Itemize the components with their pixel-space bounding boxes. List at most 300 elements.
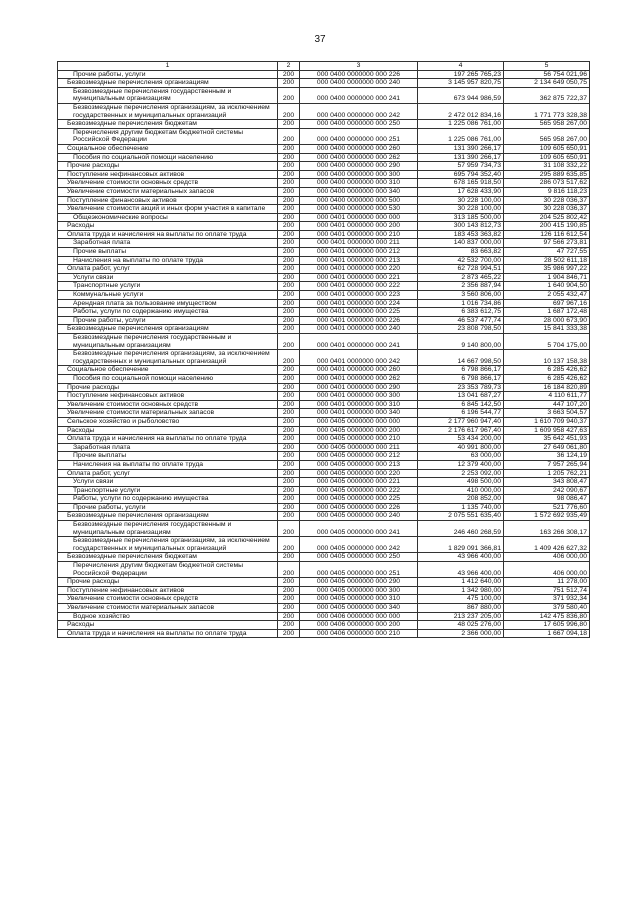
row-description: Прочие работы, услуги [58, 316, 278, 325]
row-line-code: 200 [278, 383, 300, 392]
row-approved-amount: 213 237 205,00 [418, 612, 504, 621]
row-description: Увеличение стоимости основных средств [58, 595, 278, 604]
row-line-code: 200 [278, 512, 300, 521]
row-executed-amount: 2 134 649 050,75 [504, 79, 590, 88]
row-line-code: 200 [278, 196, 300, 205]
row-description: Прочие работы, услуги [58, 70, 278, 79]
row-classification-code: 000 0400 0000000 000 242 [300, 103, 418, 119]
table-row [58, 400, 590, 409]
row-executed-amount: 97 566 273,81 [504, 239, 590, 248]
row-executed-amount: 36 124,19 [504, 452, 590, 461]
row-line-code: 200 [278, 495, 300, 504]
row-approved-amount: 63 000,00 [418, 452, 504, 461]
table-row [58, 162, 590, 171]
row-executed-amount: 406 000,00 [504, 553, 590, 562]
row-classification-code: 000 0406 0000000 000 210 [300, 629, 418, 638]
row-line-code: 200 [278, 144, 300, 153]
row-description: Общеэкономические вопросы [58, 213, 278, 222]
row-approved-amount: 131 390 266,17 [418, 153, 504, 162]
row-executed-amount: 6 285 426,62 [504, 366, 590, 375]
row-executed-amount: 242 090,67 [504, 486, 590, 495]
table-header-row [58, 62, 590, 71]
row-executed-amount: 343 808,47 [504, 478, 590, 487]
row-line-code: 200 [278, 350, 300, 366]
row-description: Безвозмездные перечисления организациям [58, 512, 278, 521]
header-col-1: 1 [58, 62, 278, 71]
table-row [58, 179, 590, 188]
row-executed-amount: 1 640 904,50 [504, 282, 590, 291]
row-classification-code: 000 0401 0000000 000 222 [300, 282, 418, 291]
row-executed-amount: 35 642 451,93 [504, 435, 590, 444]
table-row [58, 291, 590, 300]
row-executed-amount: 5 704 175,00 [504, 334, 590, 350]
row-description: Оплата труда и начисления на выплаты по оплате труда [58, 435, 278, 444]
row-line-code: 200 [278, 308, 300, 317]
row-approved-amount: 83 663,82 [418, 248, 504, 257]
row-classification-code: 000 0405 0000000 000 241 [300, 521, 418, 537]
row-line-code: 200 [278, 128, 300, 144]
row-description: Безвозмездные перечисления бюджетам [58, 120, 278, 129]
table-row [58, 595, 590, 604]
table-row [58, 273, 590, 282]
row-line-code: 200 [278, 612, 300, 621]
row-description: Поступление финансовых активов [58, 196, 278, 205]
row-description: Пособия по социальной помощи населению [58, 153, 278, 162]
row-classification-code: 000 0400 0000000 000 530 [300, 205, 418, 214]
table-row [58, 586, 590, 595]
table-row [58, 308, 590, 317]
row-classification-code: 000 0405 0000000 000 210 [300, 435, 418, 444]
row-classification-code: 000 0401 0000000 000 221 [300, 273, 418, 282]
row-executed-amount: 142 475 836,80 [504, 612, 590, 621]
table-row [58, 79, 590, 88]
row-classification-code: 000 0400 0000000 000 250 [300, 120, 418, 129]
row-approved-amount: 6 798 866,17 [418, 374, 504, 383]
row-classification-code: 000 0401 0000000 000 223 [300, 291, 418, 300]
table-row [58, 316, 590, 325]
row-description: Прочие расходы [58, 383, 278, 392]
table-row [58, 213, 590, 222]
header-col-2: 2 [278, 62, 300, 71]
row-classification-code: 000 0405 0000000 000 340 [300, 604, 418, 613]
row-approved-amount: 17 628 433,90 [418, 187, 504, 196]
row-classification-code: 000 0405 0000000 000 213 [300, 460, 418, 469]
table-row [58, 435, 590, 444]
row-classification-code: 000 0401 0000000 000 211 [300, 239, 418, 248]
row-approved-amount: 9 140 800,00 [418, 334, 504, 350]
row-executed-amount: 3 663 504,57 [504, 409, 590, 418]
row-classification-code: 000 0405 0000000 000 221 [300, 478, 418, 487]
row-description: Расходы [58, 426, 278, 435]
row-description: Социальное обеспечение [58, 144, 278, 153]
row-classification-code: 000 0401 0000000 000 210 [300, 230, 418, 239]
table-row [58, 128, 590, 144]
row-executed-amount: 1 610 709 940,37 [504, 417, 590, 426]
row-classification-code: 000 0400 0000000 000 290 [300, 162, 418, 171]
row-line-code: 200 [278, 426, 300, 435]
row-approved-amount: 1 412 640,00 [418, 578, 504, 587]
row-executed-amount: 1 687 172,48 [504, 308, 590, 317]
row-approved-amount: 1 225 086 761,00 [418, 120, 504, 129]
row-line-code: 200 [278, 170, 300, 179]
row-approved-amount: 6 845 142,50 [418, 400, 504, 409]
row-classification-code: 000 0401 0000000 000 213 [300, 256, 418, 265]
row-line-code: 200 [278, 629, 300, 638]
table-row [58, 366, 590, 375]
row-line-code: 200 [278, 162, 300, 171]
row-approved-amount: 3 145 957 820,75 [418, 79, 504, 88]
table-row [58, 248, 590, 257]
row-line-code: 200 [278, 87, 300, 103]
row-executed-amount: 521 776,60 [504, 503, 590, 512]
row-description: Безвозмездные перечисления государственным и муниципальным организациям [58, 334, 278, 350]
row-line-code: 200 [278, 273, 300, 282]
row-line-code: 200 [278, 239, 300, 248]
row-description: Прочие выплаты [58, 248, 278, 257]
row-classification-code: 000 0400 0000000 000 260 [300, 144, 418, 153]
row-description: Прочие выплаты [58, 452, 278, 461]
row-classification-code: 000 0400 0000000 000 300 [300, 170, 418, 179]
row-line-code: 200 [278, 120, 300, 129]
table-row [58, 478, 590, 487]
row-description: Начисления на выплаты по оплате труда [58, 256, 278, 265]
row-approved-amount: 6 383 612,75 [418, 308, 504, 317]
row-description: Поступление нефинансовых активов [58, 170, 278, 179]
row-executed-amount: 6 285 426,62 [504, 374, 590, 383]
row-classification-code: 000 0405 0000000 000 222 [300, 486, 418, 495]
row-line-code: 200 [278, 230, 300, 239]
row-description: Безвозмездные перечисления государственным и муниципальным организациям [58, 87, 278, 103]
row-line-code: 200 [278, 392, 300, 401]
row-description: Водное хозяйство [58, 612, 278, 621]
row-classification-code: 000 0401 0000000 000 225 [300, 308, 418, 317]
row-approved-amount: 40 991 800,00 [418, 443, 504, 452]
row-description: Расходы [58, 621, 278, 630]
row-executed-amount: 30 228 036,37 [504, 196, 590, 205]
table-row [58, 187, 590, 196]
row-line-code: 200 [278, 334, 300, 350]
row-line-code: 200 [278, 248, 300, 257]
row-classification-code: 000 0405 0000000 000 240 [300, 512, 418, 521]
row-line-code: 200 [278, 291, 300, 300]
row-approved-amount: 183 453 363,82 [418, 230, 504, 239]
row-executed-amount: 10 137 158,38 [504, 350, 590, 366]
table-row [58, 256, 590, 265]
row-description: Транспортные услуги [58, 282, 278, 291]
row-description: Транспортные услуги [58, 486, 278, 495]
row-executed-amount: 4 110 611,77 [504, 392, 590, 401]
row-line-code: 200 [278, 187, 300, 196]
row-approved-amount: 2 873 465,22 [418, 273, 504, 282]
table-row [58, 383, 590, 392]
row-approved-amount: 1 829 091 366,81 [418, 537, 504, 553]
table-row [58, 521, 590, 537]
table-row [58, 604, 590, 613]
page-number: 37 [314, 34, 326, 45]
row-description: Увеличение стоимости материальных запасов [58, 409, 278, 418]
row-description: Перечисления другим бюджетам бюджетной системы Российской Федерации [58, 128, 278, 144]
row-line-code: 200 [278, 153, 300, 162]
table-row [58, 350, 590, 366]
row-classification-code: 000 0400 0000000 000 240 [300, 79, 418, 88]
row-description: Безвозмездные перечисления организациям [58, 325, 278, 334]
row-approved-amount: 475 100,00 [418, 595, 504, 604]
row-executed-amount: 1 572 692 935,49 [504, 512, 590, 521]
row-classification-code: 000 0400 0000000 000 241 [300, 87, 418, 103]
row-line-code: 200 [278, 478, 300, 487]
row-executed-amount: 204 525 802,42 [504, 213, 590, 222]
row-approved-amount: 46 537 477,74 [418, 316, 504, 325]
table-row [58, 120, 590, 129]
row-approved-amount: 1 135 740,00 [418, 503, 504, 512]
row-line-code: 200 [278, 417, 300, 426]
row-classification-code: 000 0405 0000000 000 212 [300, 452, 418, 461]
row-executed-amount: 163 266 308,17 [504, 521, 590, 537]
row-executed-amount: 47 727,55 [504, 248, 590, 257]
row-approved-amount: 1 342 980,00 [418, 586, 504, 595]
row-description: Социальное обеспечение [58, 366, 278, 375]
row-classification-code: 000 0401 0000000 000 340 [300, 409, 418, 418]
row-description: Оплата работ, услуг [58, 469, 278, 478]
table-row [58, 562, 590, 578]
row-approved-amount: 313 185 500,00 [418, 213, 504, 222]
row-line-code: 200 [278, 586, 300, 595]
row-description: Увеличение стоимости материальных запасов [58, 187, 278, 196]
table-row [58, 299, 590, 308]
row-approved-amount: 140 837 000,00 [418, 239, 504, 248]
row-classification-code: 000 0400 0000000 000 500 [300, 196, 418, 205]
row-line-code: 200 [278, 486, 300, 495]
table-row [58, 196, 590, 205]
row-description: Оплата работ, услуг [58, 265, 278, 274]
header-col-3: 3 [300, 62, 418, 71]
table-row [58, 512, 590, 521]
row-executed-amount: 16 184 820,89 [504, 383, 590, 392]
row-approved-amount: 2 176 617 967,40 [418, 426, 504, 435]
row-approved-amount: 867 880,00 [418, 604, 504, 613]
row-classification-code: 000 0401 0000000 000 224 [300, 299, 418, 308]
row-line-code: 200 [278, 553, 300, 562]
row-line-code: 200 [278, 435, 300, 444]
table-row [58, 612, 590, 621]
row-approved-amount: 208 852,00 [418, 495, 504, 504]
row-classification-code: 000 0405 0000000 000 200 [300, 426, 418, 435]
row-description: Начисления на выплаты по оплате труда [58, 460, 278, 469]
row-executed-amount: 28 502 611,18 [504, 256, 590, 265]
row-approved-amount: 2 356 887,94 [418, 282, 504, 291]
row-description: Увеличение стоимости основных средств [58, 400, 278, 409]
row-description: Увеличение стоимости материальных запасов [58, 604, 278, 613]
row-classification-code: 000 0405 0000000 000 225 [300, 495, 418, 504]
row-description: Поступление нефинансовых активов [58, 392, 278, 401]
row-description: Перечисления другим бюджетам бюджетной системы Российской Федерации [58, 562, 278, 578]
row-classification-code: 000 0405 0000000 000 226 [300, 503, 418, 512]
row-executed-amount: 27 649 061,80 [504, 443, 590, 452]
row-approved-amount: 43 966 400,00 [418, 562, 504, 578]
row-line-code: 200 [278, 222, 300, 231]
row-classification-code: 000 0401 0000000 000 226 [300, 316, 418, 325]
row-executed-amount: 565 958 267,00 [504, 128, 590, 144]
row-executed-amount: 109 605 650,91 [504, 144, 590, 153]
row-line-code: 200 [278, 70, 300, 79]
row-approved-amount: 2 075 551 635,40 [418, 512, 504, 521]
row-line-code: 200 [278, 265, 300, 274]
row-approved-amount: 53 434 200,00 [418, 435, 504, 444]
row-description: Прочие работы, услуги [58, 503, 278, 512]
table-row [58, 629, 590, 638]
row-classification-code: 000 0401 0000000 000 262 [300, 374, 418, 383]
row-line-code: 200 [278, 595, 300, 604]
row-approved-amount: 1 016 734,86 [418, 299, 504, 308]
row-classification-code: 000 0406 0000000 000 000 [300, 612, 418, 621]
row-description: Услуги связи [58, 478, 278, 487]
header-col-4: 4 [418, 62, 504, 71]
row-description: Увеличение стоимости основных средств [58, 179, 278, 188]
row-line-code: 200 [278, 213, 300, 222]
row-approved-amount: 43 966 400,00 [418, 553, 504, 562]
row-approved-amount: 2 472 012 834,16 [418, 103, 504, 119]
row-classification-code: 000 0401 0000000 000 240 [300, 325, 418, 334]
table-row [58, 495, 590, 504]
row-line-code: 200 [278, 621, 300, 630]
row-line-code: 200 [278, 452, 300, 461]
table-row [58, 426, 590, 435]
table-row [58, 170, 590, 179]
row-line-code: 200 [278, 299, 300, 308]
row-classification-code: 000 0405 0000000 000 250 [300, 553, 418, 562]
row-approved-amount: 673 944 986,59 [418, 87, 504, 103]
table-row [58, 87, 590, 103]
row-approved-amount: 2 253 092,00 [418, 469, 504, 478]
row-classification-code: 000 0400 0000000 000 310 [300, 179, 418, 188]
row-line-code: 200 [278, 503, 300, 512]
row-classification-code: 000 0401 0000000 000 300 [300, 392, 418, 401]
row-classification-code: 000 0401 0000000 000 200 [300, 222, 418, 231]
table-row [58, 265, 590, 274]
row-approved-amount: 2 366 000,00 [418, 629, 504, 638]
row-executed-amount: 447 107,20 [504, 400, 590, 409]
row-classification-code: 000 0405 0000000 000 220 [300, 469, 418, 478]
row-classification-code: 000 0400 0000000 000 340 [300, 187, 418, 196]
row-line-code: 200 [278, 79, 300, 88]
row-classification-code: 000 0405 0000000 000 251 [300, 562, 418, 578]
row-description: Заработная плата [58, 443, 278, 452]
table-row [58, 103, 590, 119]
table-row [58, 325, 590, 334]
table-row [58, 282, 590, 291]
row-classification-code: 000 0405 0000000 000 290 [300, 578, 418, 587]
row-classification-code: 000 0401 0000000 000 260 [300, 366, 418, 375]
row-line-code: 200 [278, 562, 300, 578]
row-approved-amount: 23 353 789,73 [418, 383, 504, 392]
row-line-code: 200 [278, 205, 300, 214]
row-description: Прочие расходы [58, 162, 278, 171]
table-row [58, 578, 590, 587]
row-executed-amount: 28 000 673,90 [504, 316, 590, 325]
row-approved-amount: 3 560 806,00 [418, 291, 504, 300]
table-row [58, 153, 590, 162]
table-row [58, 70, 590, 79]
row-executed-amount: 126 116 612,54 [504, 230, 590, 239]
row-executed-amount: 9 816 118,23 [504, 187, 590, 196]
table-row [58, 417, 590, 426]
row-executed-amount: 1 667 094,18 [504, 629, 590, 638]
row-classification-code: 000 0405 0000000 000 242 [300, 537, 418, 553]
row-approved-amount: 13 041 687,27 [418, 392, 504, 401]
row-approved-amount: 300 143 812,73 [418, 222, 504, 231]
row-description: Пособия по социальной помощи населению [58, 374, 278, 383]
row-description: Оплата труда и начисления на выплаты по оплате труда [58, 629, 278, 638]
row-classification-code: 000 0401 0000000 000 290 [300, 383, 418, 392]
row-description: Коммунальные услуги [58, 291, 278, 300]
row-description: Безвозмездные перечисления государственным и муниципальным организациям [58, 521, 278, 537]
row-executed-amount: 1 409 426 627,32 [504, 537, 590, 553]
row-executed-amount: 109 605 650,91 [504, 153, 590, 162]
row-approved-amount: 498 500,00 [418, 478, 504, 487]
row-approved-amount: 131 390 266,17 [418, 144, 504, 153]
row-description: Безвозмездные перечисления организациям, за исключением государственных и муниципальных организаций [58, 103, 278, 119]
row-approved-amount: 14 667 998,50 [418, 350, 504, 366]
row-classification-code: 000 0400 0000000 000 251 [300, 128, 418, 144]
row-line-code: 200 [278, 179, 300, 188]
row-classification-code: 000 0401 0000000 000 241 [300, 334, 418, 350]
budget-table [57, 61, 590, 638]
row-classification-code: 000 0401 0000000 000 000 [300, 213, 418, 222]
row-line-code: 200 [278, 282, 300, 291]
table-row [58, 334, 590, 350]
table-row [58, 486, 590, 495]
table-row [58, 469, 590, 478]
row-executed-amount: 56 754 021,96 [504, 70, 590, 79]
table-row [58, 553, 590, 562]
table-row [58, 392, 590, 401]
row-executed-amount: 751 512,74 [504, 586, 590, 595]
row-classification-code: 000 0406 0000000 000 200 [300, 621, 418, 630]
row-line-code: 200 [278, 537, 300, 553]
row-approved-amount: 246 460 268,59 [418, 521, 504, 537]
row-approved-amount: 30 228 100,00 [418, 205, 504, 214]
row-executed-amount: 295 889 635,85 [504, 170, 590, 179]
row-approved-amount: 23 808 798,50 [418, 325, 504, 334]
table-row [58, 503, 590, 512]
row-approved-amount: 2 177 960 947,40 [418, 417, 504, 426]
table-row [58, 144, 590, 153]
row-description: Арендная плата за пользование имуществом [58, 299, 278, 308]
row-description: Расходы [58, 222, 278, 231]
table-row [58, 443, 590, 452]
row-approved-amount: 6 196 544,77 [418, 409, 504, 418]
table-row [58, 537, 590, 553]
row-classification-code: 000 0405 0000000 000 300 [300, 586, 418, 595]
row-line-code: 200 [278, 316, 300, 325]
row-executed-amount: 31 108 332,22 [504, 162, 590, 171]
table-row [58, 222, 590, 231]
row-classification-code: 000 0405 0000000 000 000 [300, 417, 418, 426]
row-line-code: 200 [278, 578, 300, 587]
row-executed-amount: 697 967,16 [504, 299, 590, 308]
row-classification-code: 000 0401 0000000 000 242 [300, 350, 418, 366]
row-approved-amount: 62 728 994,51 [418, 265, 504, 274]
row-line-code: 200 [278, 460, 300, 469]
row-approved-amount: 48 025 276,00 [418, 621, 504, 630]
row-description: Услуги связи [58, 273, 278, 282]
row-approved-amount: 57 959 734,73 [418, 162, 504, 171]
row-description: Прочие расходы [58, 578, 278, 587]
row-description: Работы, услуги по содержанию имущества [58, 495, 278, 504]
row-classification-code: 000 0405 0000000 000 310 [300, 595, 418, 604]
row-classification-code: 000 0401 0000000 000 212 [300, 248, 418, 257]
row-executed-amount: 1 609 958 427,63 [504, 426, 590, 435]
